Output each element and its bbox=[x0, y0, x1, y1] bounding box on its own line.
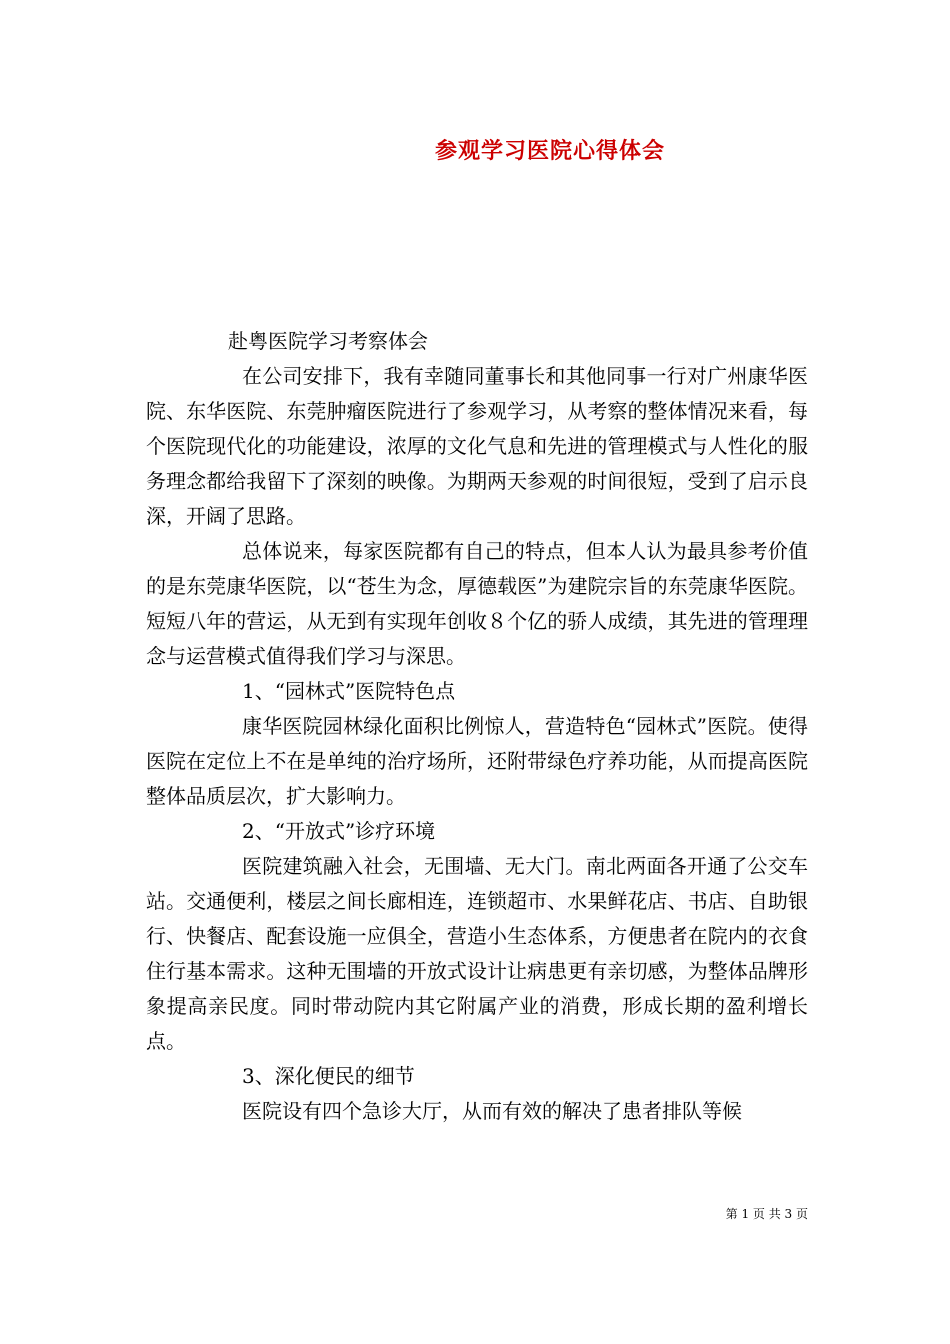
paragraph: 医院设有四个急诊大厅，从而有效的解决了患者排队等候 bbox=[242, 1099, 742, 1123]
document-subtitle: 赴粤医院学习考察体会 bbox=[228, 329, 428, 353]
page-number: 第 1 页 共 3 页 bbox=[725, 1207, 808, 1221]
section-heading: 2、“开放式”诊疗环境 bbox=[242, 819, 436, 843]
paragraph: 康华医院园林绿化面积比例惊人，营造特色“园林式”医院。使得医院在定位上不在是单纯的治疗场所，还附带绿色疗养功能，从而提高医院整体品质层次，扩大影响力。 bbox=[146, 714, 808, 808]
section-heading: 3、深化便民的细节 bbox=[242, 1064, 415, 1088]
paragraph: 总体说来，每家医院都有自己的特点，但本人认为最具参考价值的是东莞康华医院，以“苍生为念，厚德载医”为建院宗旨的东莞康华医院。短短八年的营运，从无到有实现年创收８个亿的骄人成绩，其先进的管理理念与运营模式值得我们学习与深思。 bbox=[146, 539, 808, 668]
section-heading: 1、“园林式”医院特色点 bbox=[242, 679, 456, 703]
document-body bbox=[146, 324, 808, 1129]
document-title: 参观学习医院心得体会 bbox=[434, 138, 665, 164]
paragraph: 在公司安排下，我有幸随同董事长和其他同事一行对广州康华医院、东华医院、东莞肿瘤医院进行了参观学习，从考察的整体情况来看，每个医院现代化的功能建设，浓厚的文化气息和先进的管理模式与人性化的服务理念都给我留下了深刻的映像。为期两天参观的时间很短，受到了启示良深，开阔了思路。 bbox=[146, 364, 808, 528]
paragraph: 医院建筑融入社会，无围墙、无大门。南北两面各开通了公交车站。交通便利，楼层之间长廊相连，连锁超市、水果鲜花店、书店、自助银行、快餐店、配套设施一应俱全，营造小生态体系，方便患者在院内的衣食住行基本需求。这种无围墙的开放式设计让病患更有亲切感，为整体品牌形象提高亲民度。同时带动院内其它附属产业的消费，形成长期的盈利增长点。 bbox=[146, 854, 808, 1053]
